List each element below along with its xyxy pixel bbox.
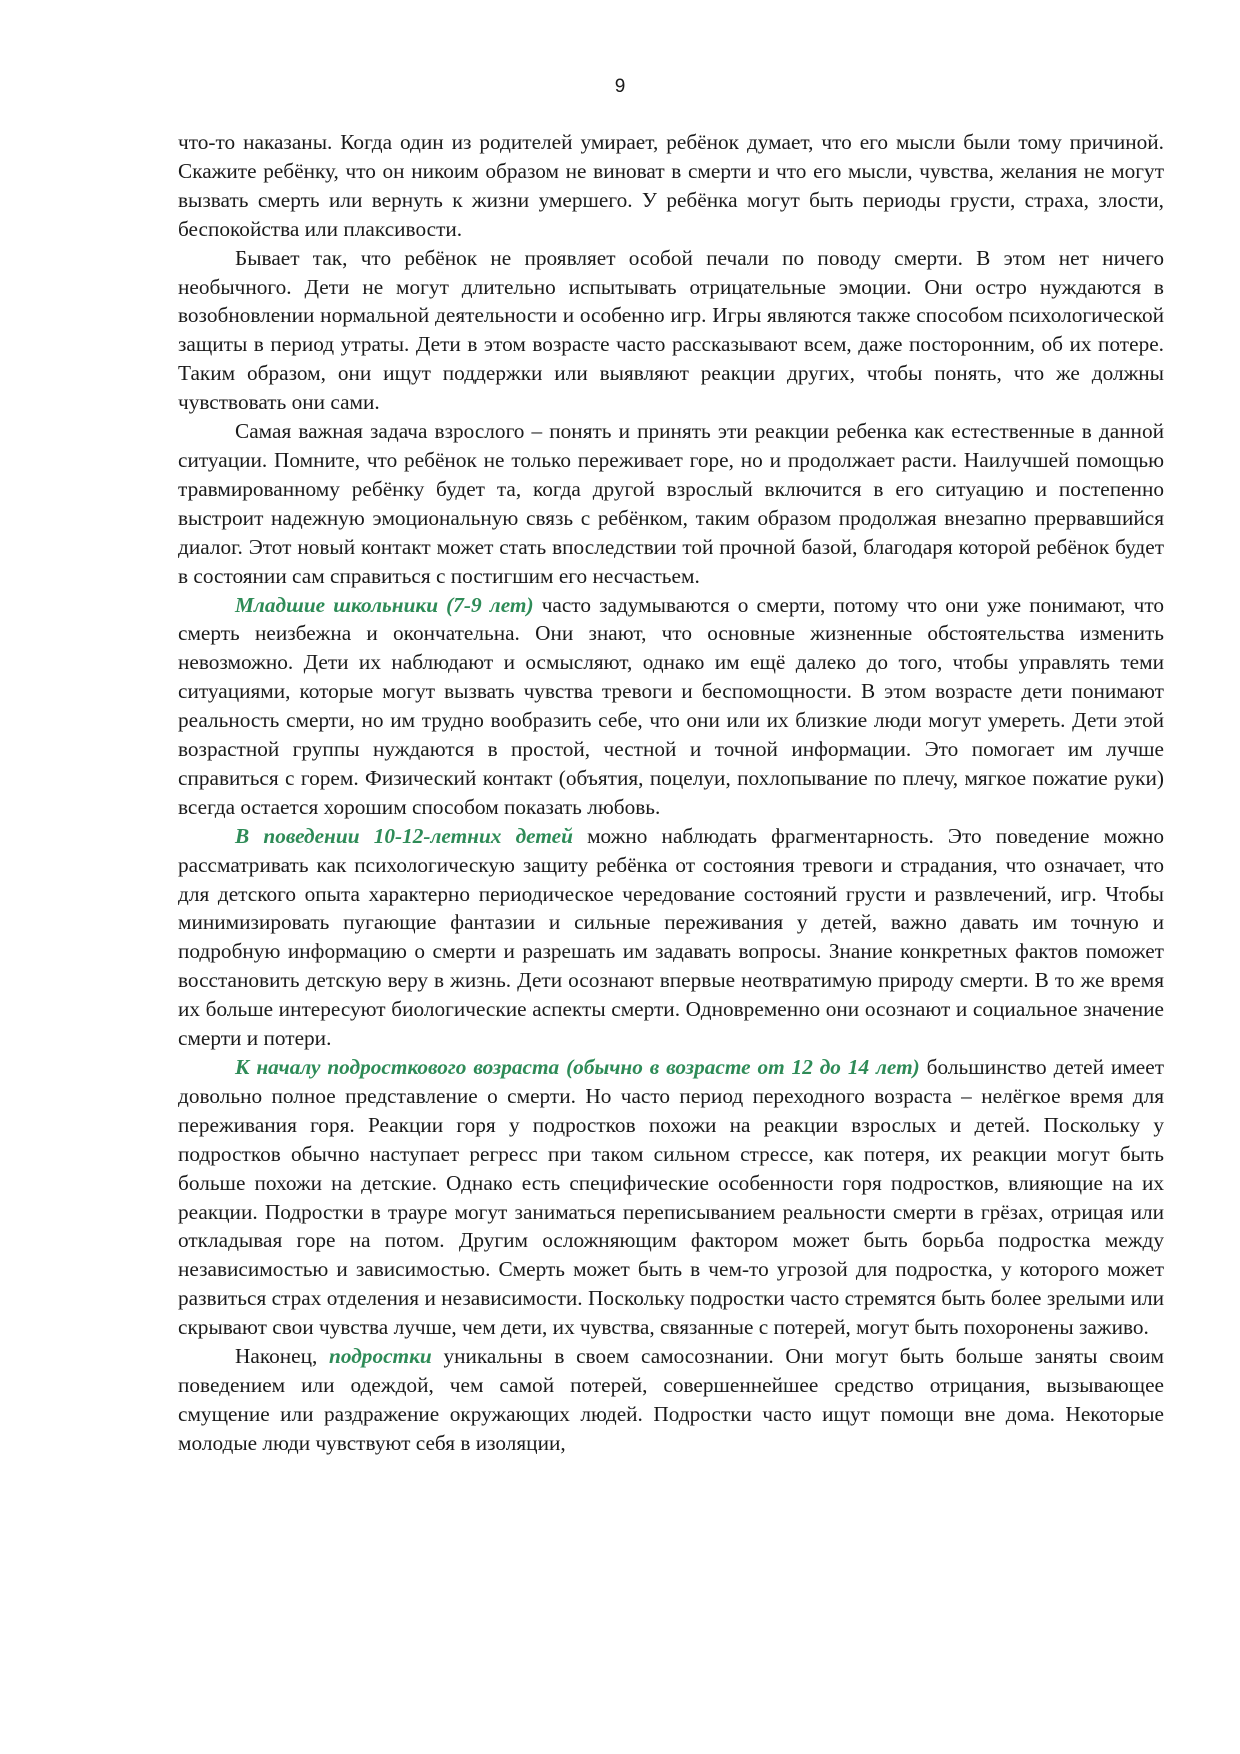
paragraph <box>178 1053 1164 1342</box>
paragraph-text: Бывает так, что ребёнок не проявляет особой печали по поводу смерти. В этом нет ничего необычного. Дети не могут длительно испытывать отрицательные эмоции. Они остро нуждаются в возобновлении нормальной деятельности и особенно игр. Игры являются также способом психологической защиты в период утраты. Дети в этом возрасте часто рассказывают всем, даже посторонним, об их потере. Таким образом, они ищут поддержки или выявляют реакции других, чтобы понять, что же должны чувствовать они сами. <box>178 245 1164 415</box>
paragraph-lead-text: Наконец, <box>235 1344 330 1369</box>
highlighted-term: Младшие школьники (7-9 лет) <box>235 592 534 617</box>
paragraph-text: часто задумываются о смерти, потому что они уже понимают, что смерть неизбежна и окончательна. Они знают, что основные жизненные обстоятельства изменить невозможно. Дети их наблюдают и осмысляют, однако им ещё далеко до того, чтобы управлять теми ситуациями, которые могут вызвать чувства тревоги и беспомощности. В этом возрасте дети понимают реальность смерти, но им трудно вообразить себе, что они или их близкие люди могут умереть. Дети этой возрастной группы нуждаются в простой, честной и точной информации. Это помогает им лучше справиться с горем. Физический контакт (объятия, поцелуи, похлопывание по плечу, мягкое пожатие руки) всегда остается хорошим способом показать любовь. <box>178 592 1164 819</box>
highlighted-term: В поведении 10-12-летних детей <box>235 823 573 848</box>
paragraph-text: можно наблюдать фрагментарность. Это поведение можно рассматривать как психологическую защиту ребёнка от состояния тревоги и страдания, что означает, что для детского опыта характерно периодическое чередование состояний грусти и развлечений, игр. Чтобы минимизировать пугающие фантазии и сильные переживания у детей, важно давать им точную и подробную информацию о смерти и разрешать им задавать вопросы. Знание конкретных фактов поможет восстановить детскую веру в жизнь. Дети осознают впервые неотвратимую природу смерти. В то же время их больше интересуют биологические аспекты смерти. Одновременно они осознают и социальное значение смерти и потери. <box>178 823 1164 1051</box>
paragraph-text: уникальны в своем самосознании. Они могут быть больше заняты своим поведением или одеждой, чем самой потерей, совершеннейшее средство отрицания, вызывающее смущение или раздражение окружающих людей. Подростки часто ищут помощи вне дома. Некоторые молодые люди чувствуют себя в изоляции, <box>178 1344 1164 1455</box>
paragraph <box>178 244 1164 417</box>
paragraph <box>178 128 1164 244</box>
paragraph-text: что-то наказаны. Когда один из родителей умирает, ребёнок думает, что его мысли были тому причиной. Скажите ребёнку, что он никоим образом не виноват в смерти и что его мысли, чувства, желания не могут вызвать смерть или вернуть к жизни умершего. У ребёнка могут быть периоды грусти, страха, злости, беспокойства или плаксивости. <box>178 130 1164 241</box>
paragraph <box>178 822 1164 1053</box>
paragraph <box>178 1342 1164 1458</box>
highlighted-term: К началу подросткового возраста (обычно в возрасте от 12 до 14 лет) <box>235 1055 920 1079</box>
paragraph-text: большинство детей имеет довольно полное представление о смерти. Но часто период переходного возраста – нелёгкое время для переживания горя. Реакции горя у подростков похожи на реакции взрослых и детей. Поскольку у подростков обычно наступает регресс при таком сильном стрессе, как потеря, их реакции могут быть больше похожи на детские. Однако есть специфические особенности горя подростков, влияющие на их реакции. Подростки в трауре могут заниматься переписыванием реальности смерти в грёзах, отрицая или откладывая горе на потом. Другим осложняющим фактором может быть борьба подростка между независимостью и зависимостью. Смерть может быть в чем-то угрозой для подростка, у которого может развиться страх отделения и независимости. Поскольку подростки часто стремятся быть более зрелыми или скрывают свои чувства лучше, чем дети, их чувства, связанные с потерей, могут быть похоронены заживо. <box>178 1055 1165 1340</box>
paragraph-text: Самая важная задача взрослого – понять и принять эти реакции ребенка как естественные в данной ситуации. Помните, что ребёнок не только переживает горе, но и продолжает расти. Наилучшей помощью травмированному ребёнку будет та, когда другой взрослый включится в его ситуацию и постепенно выстроит надежную эмоциональную связь с ребёнком, таким образом продолжая внезапно прервавшийся диалог. Этот новый контакт может стать впоследствии той прочной базой, благодаря которой ребёнок будет в состоянии сам справиться с постигшим его несчастьем. <box>178 419 1164 588</box>
highlighted-term: подростки <box>329 1344 432 1369</box>
paragraph <box>178 417 1164 590</box>
page-number: 9 <box>614 76 626 97</box>
body-text <box>178 128 1164 1458</box>
paragraph <box>178 591 1164 822</box>
